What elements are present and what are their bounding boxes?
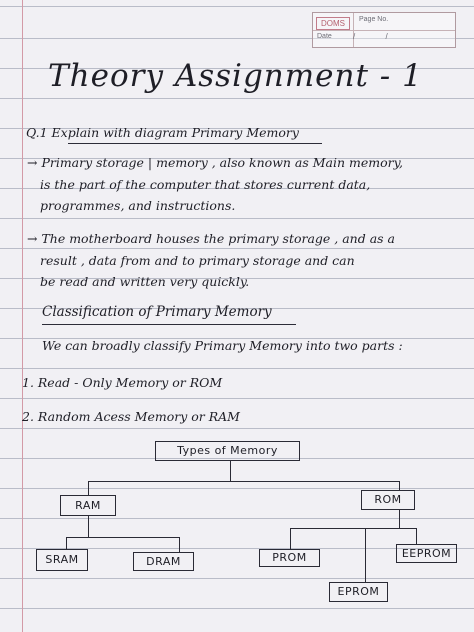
tree-connector bbox=[66, 537, 180, 538]
question-underline bbox=[68, 143, 322, 144]
diagram-ram-box: RAM bbox=[60, 495, 116, 516]
tree-connector bbox=[88, 481, 89, 495]
classification-text: We can broadly classify Primary Memory into two parts : bbox=[42, 338, 403, 353]
tree-connector bbox=[399, 510, 400, 529]
para2-line-2: result , data from and to primary storage and can bbox=[40, 253, 355, 268]
tree-connector bbox=[416, 528, 417, 544]
diagram-prom-box: PROM bbox=[259, 549, 320, 567]
diagram-sram-box: SRAM bbox=[36, 549, 88, 571]
tree-connector bbox=[230, 461, 231, 482]
tree-connector bbox=[290, 528, 291, 549]
diagram-dram-box: DRAM bbox=[133, 552, 194, 571]
para1-line-3: programmes, and instructions. bbox=[40, 198, 236, 213]
question-text: Q.1 Explain with diagram Primary Memory bbox=[26, 125, 299, 140]
tree-connector bbox=[88, 516, 89, 538]
para1-line-1: → Primary storage | memory , also known as Main memory, bbox=[27, 155, 404, 170]
margin-line bbox=[22, 0, 23, 632]
list-item-rom: 1. Read - Only Memory or ROM bbox=[22, 375, 223, 390]
diagram-rom-box: ROM bbox=[361, 490, 415, 510]
page-number-label: Page No. bbox=[359, 16, 389, 23]
para2-line-3: be read and written very quickly. bbox=[40, 274, 250, 289]
tree-connector bbox=[66, 537, 67, 549]
classification-heading: Classification of Primary Memory bbox=[42, 304, 272, 320]
date-label: Date bbox=[317, 33, 332, 40]
tree-connector bbox=[365, 528, 366, 582]
diagram-root-box: Types of Memory bbox=[155, 441, 300, 461]
brand-logo: DOMS bbox=[316, 17, 350, 30]
para1-line-2: is the part of the computer that stores current data, bbox=[40, 177, 371, 192]
tree-connector bbox=[179, 537, 180, 552]
page-header-box bbox=[312, 12, 456, 48]
diagram-eeprom-box: EEPROM bbox=[396, 544, 457, 563]
tree-connector bbox=[399, 481, 400, 490]
classification-underline bbox=[42, 324, 296, 325]
diagram-eprom-box: EPROM bbox=[329, 582, 388, 602]
page-title: Theory Assignment - 1 bbox=[48, 58, 423, 94]
date-slashes: / / bbox=[353, 32, 402, 41]
tree-connector bbox=[88, 481, 400, 482]
tree-connector bbox=[290, 528, 417, 529]
header-divider bbox=[313, 30, 455, 31]
para2-line-1: → The motherboard houses the primary storage , and as a bbox=[27, 231, 396, 246]
list-item-ram: 2. Random Acess Memory or RAM bbox=[22, 409, 240, 424]
